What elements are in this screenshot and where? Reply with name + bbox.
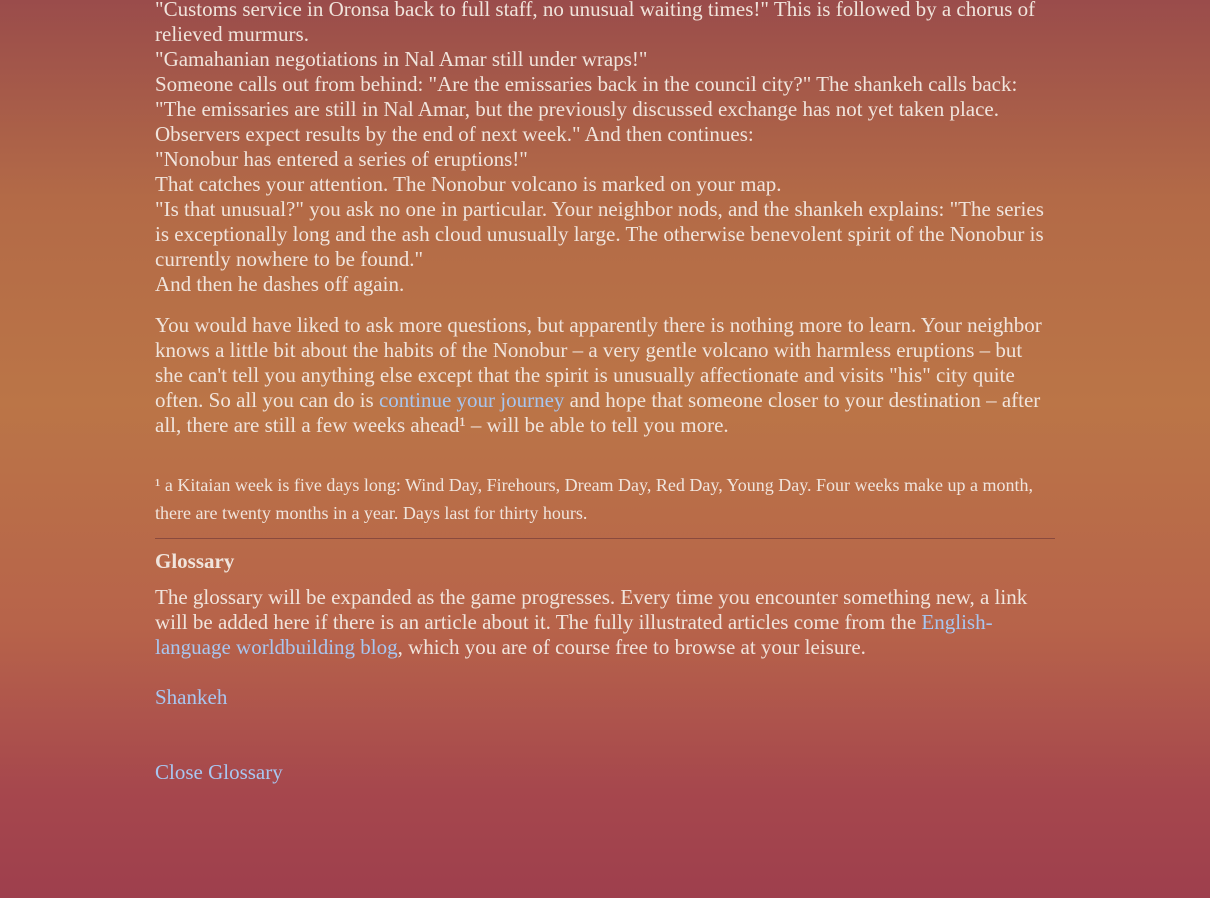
glossary-text-before: The glossary will be expanded as the game progresses. Every time you encounter something new, a link will be added here if there is an article about it. The fully illustrated articles come from the [155, 585, 1028, 634]
glossary-description [155, 585, 1055, 660]
glossary-title: Glossary [155, 549, 235, 573]
news-line-gamahanian: "Gamahanian negotiations in Nal Amar still under wraps!" [155, 47, 648, 71]
narration-line-map: That catches your attention. The Nonobur volcano is marked on your map. [155, 172, 782, 196]
divider [155, 538, 1055, 539]
dialogue-line-unusual: "Is that unusual?" you ask no one in particular. Your neighbor nods, and the shankeh explains: "The series is exceptionally long and the ash cloud unusually large. The otherwise benevolent spirit of the Nonobur is currently nowhere to be found." [155, 197, 1044, 271]
glossary-text-after: , which you are of course free to browse at your leisure. [397, 635, 866, 659]
news-paragraph [155, 0, 1055, 297]
journey-text-before: You would have liked to ask more questions, but apparently there is nothing more to learn. Your neighbor knows a little bit about the habits of the Nonobur – a very gentle volcano with harmless eruptions – but she can't tell you anything else except that the spirit is unusually affectionate and visits "his" city quite often. So all you can do is [155, 313, 1042, 412]
worldbuilding-blog-link[interactable]: English-language worldbuilding blog [155, 610, 993, 659]
news-line-nonobur: "Nonobur has entered a series of eruptions!" [155, 147, 528, 171]
close-glossary-link[interactable]: Close Glossary [155, 760, 283, 784]
story-panel [155, 0, 1055, 785]
journey-paragraph [155, 313, 1055, 438]
continue-journey-link[interactable]: continue your journey [378, 388, 565, 412]
news-line-emissaries: Someone calls out from behind: "Are the emissaries back in the council city?" The shankeh calls back: "The emissaries are still in Nal Amar, but the previously discussed exchange has not yet taken place. Observers expect results by the end of next week." And then continues: [155, 72, 1018, 146]
glossary-entry-list [155, 685, 1055, 710]
journey-text-after: and hope that someone closer to your destination – after all, there are still a few weeks ahead¹ – will be able to tell you more. [155, 388, 1041, 437]
close-glossary-container [155, 760, 1055, 785]
news-line-customs: "Customs service in Oronsa back to full staff, no unusual waiting times!" This is followed by a chorus of relieved murmurs. [155, 0, 1036, 46]
glossary-entry-shankeh[interactable]: Shankeh [155, 685, 228, 709]
footnote: ¹ a Kitaian week is five days long: Wind Day, Firehours, Dream Day, Red Day, Young Day. Four weeks make up a month, there are twenty months in a year. Days last for thirty hours. [155, 475, 1034, 523]
narration-line-dashes-off: And then he dashes off again. [155, 272, 405, 296]
